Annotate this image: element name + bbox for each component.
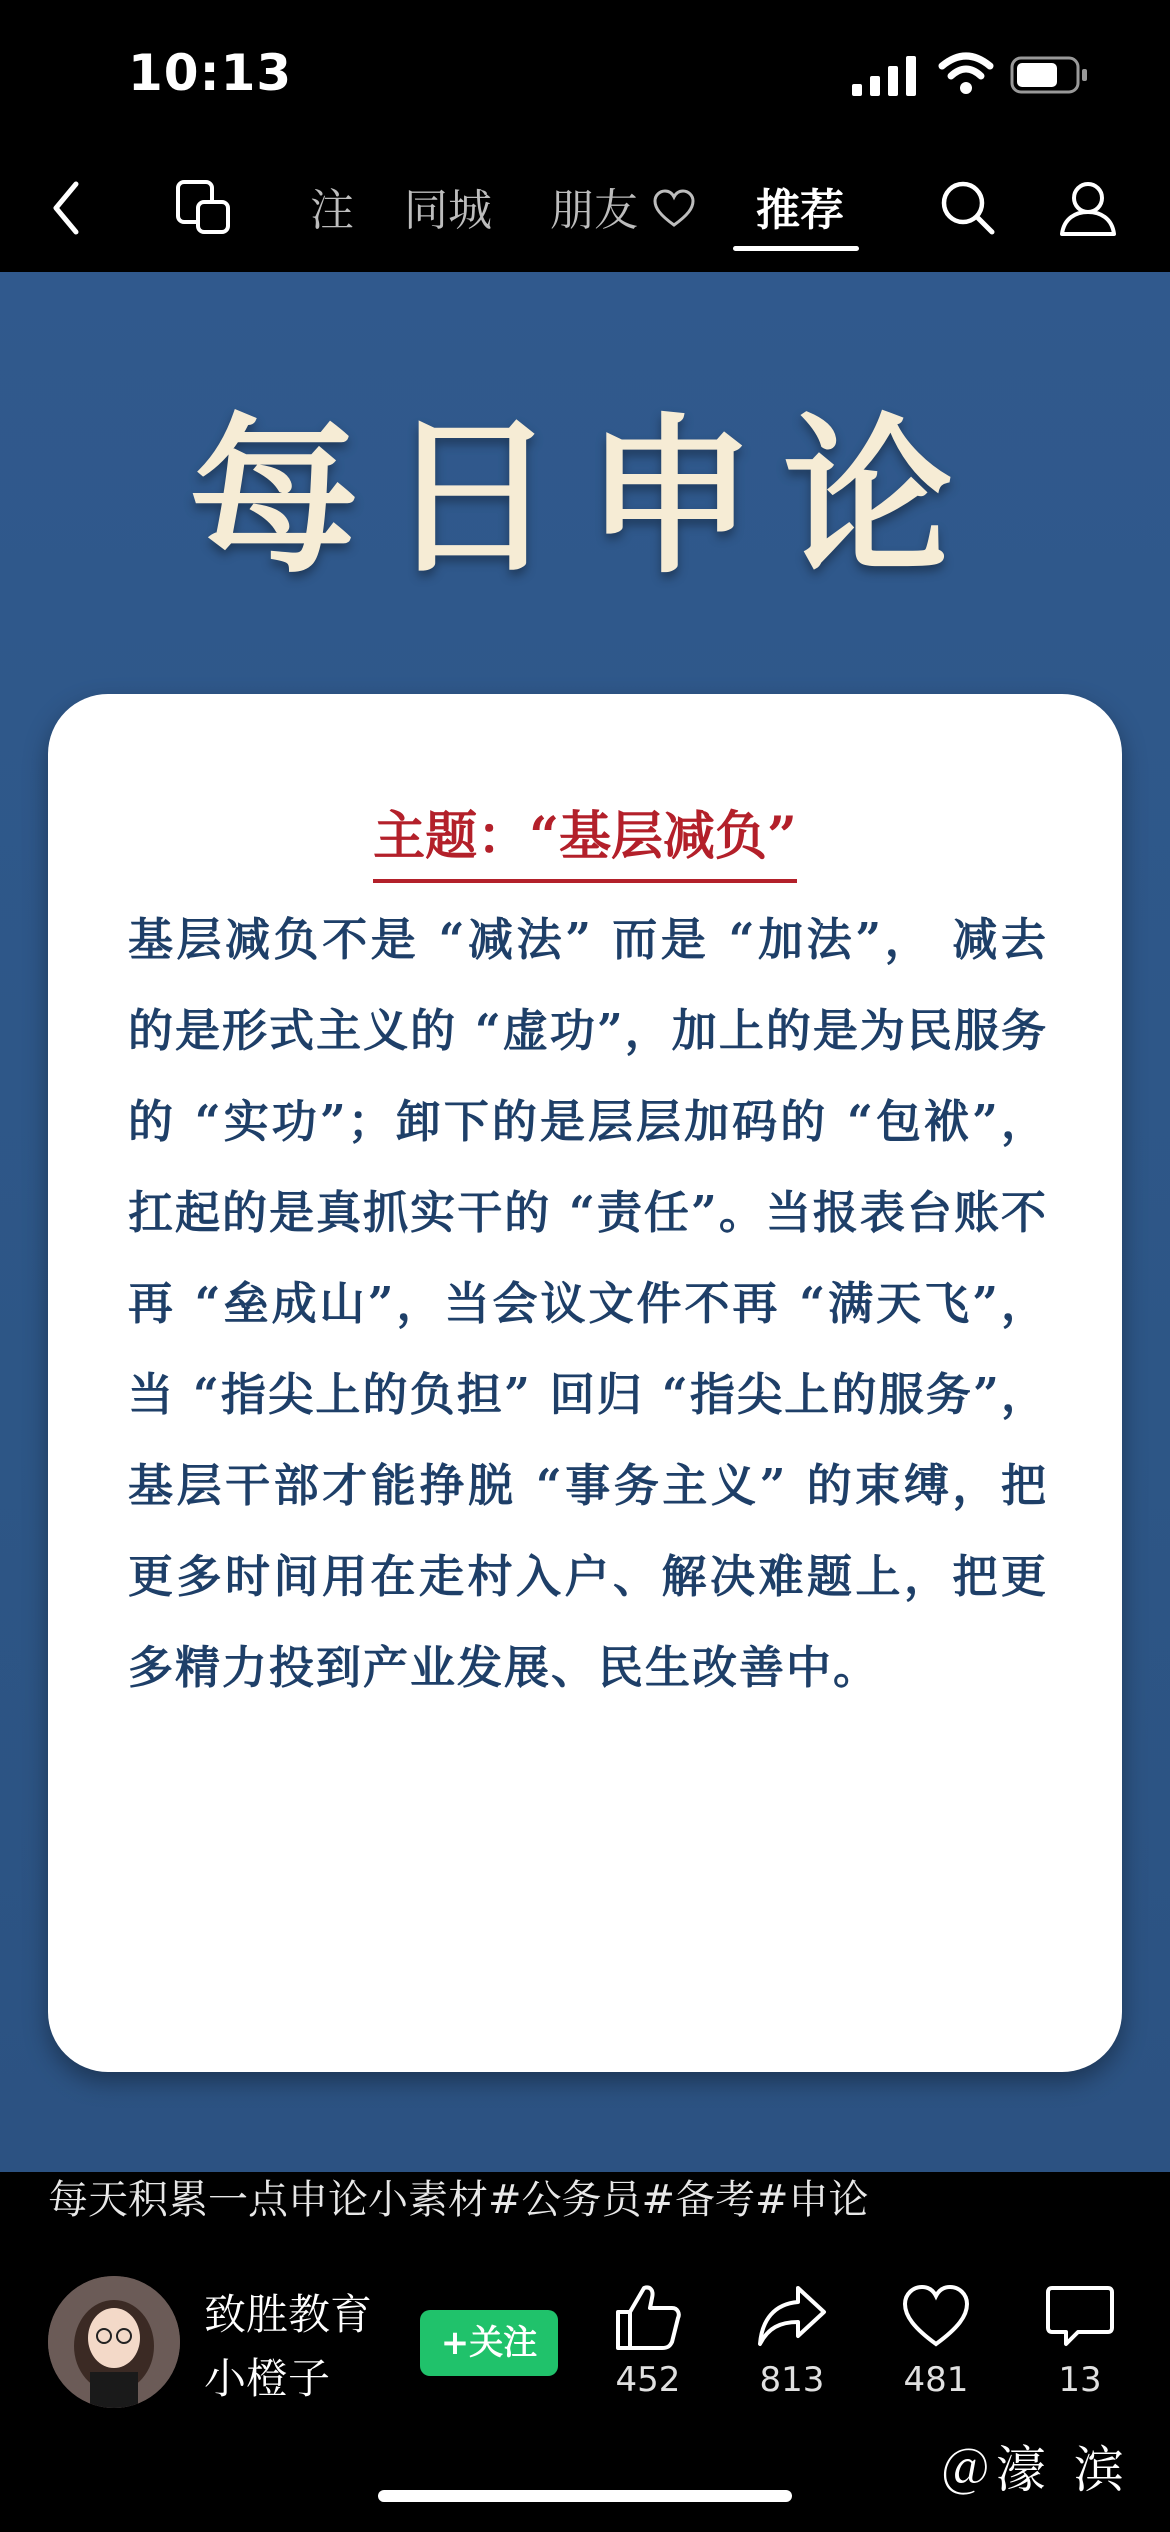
tab-follow[interactable]: 注: [310, 185, 354, 236]
follow-button[interactable]: +关注: [420, 2310, 558, 2376]
share-arrow-icon: [756, 2282, 828, 2352]
post-image[interactable]: [0, 272, 1170, 2172]
tab-recommend[interactable]: 推荐: [756, 185, 844, 236]
status-time: 10:13: [128, 44, 293, 102]
tab-friends[interactable]: [550, 174, 696, 238]
like-count: 452: [615, 2360, 681, 2400]
card-body-text: 基层减负不是 “减法” 而是 “加法”， 减去的是形式主义的 “虚功”，加上的是为民服务的 “实功”；卸下的是层层加码的 “包袱”，扛起的是真抓实干的 “责任”。当报表台账不再 “垒成山”，当会议文件不再 “满天飞”，当 “指尖上的负担” 回归 “指尖上的服务”，基层干部才能挣脱 “事务主义” 的束缚，把更多时间用在走村入户、解决难题上，把更多精力投到产业发展、民生改善中。: [128, 913, 1048, 1694]
author-name[interactable]: 致胜教育: [204, 2290, 373, 2339]
topic-text: 主题：“基层减负”: [373, 794, 797, 883]
top-nav-bar: [0, 150, 1170, 270]
content-card: [48, 694, 1122, 2072]
tab-nearby[interactable]: 同城: [404, 185, 492, 236]
favorite-count: 481: [903, 2360, 969, 2400]
post-caption[interactable]: 每天积累一点申论小素材#公务员#备考#申论: [48, 2177, 869, 2223]
share-action[interactable]: [742, 2282, 842, 2400]
home-indicator[interactable]: [378, 2490, 792, 2502]
heart-icon: [900, 2282, 972, 2352]
wifi-icon: [938, 52, 994, 96]
cellular-signal-icon: [852, 56, 918, 96]
search-icon[interactable]: [938, 178, 998, 238]
avatar-image: [48, 2276, 180, 2408]
avatar[interactable]: [48, 2276, 180, 2408]
thumbs-up-icon: [612, 2282, 684, 2352]
tab-friends-label: 朋友: [550, 185, 638, 236]
profile-icon[interactable]: [1058, 178, 1118, 238]
comment-count: 13: [1058, 2360, 1102, 2400]
status-bar: [0, 0, 1170, 150]
battery-icon: [1010, 56, 1090, 94]
share-count: 813: [759, 2360, 825, 2400]
heart-outline-icon: [652, 189, 696, 229]
multi-window-icon[interactable]: [174, 178, 234, 238]
favorite-action[interactable]: [886, 2282, 986, 2400]
active-tab-indicator: [733, 246, 859, 251]
poster-title: 每日申论: [188, 399, 981, 597]
watermark-text: ＠濠 滨: [940, 2441, 1130, 2499]
author-subname[interactable]: 小橙子: [204, 2354, 331, 2403]
like-action[interactable]: [598, 2282, 698, 2400]
comment-bubble-icon: [1044, 2282, 1116, 2352]
comment-action[interactable]: [1030, 2282, 1130, 2400]
topic-heading: [48, 794, 1122, 883]
back-arrow-icon[interactable]: [48, 178, 84, 238]
